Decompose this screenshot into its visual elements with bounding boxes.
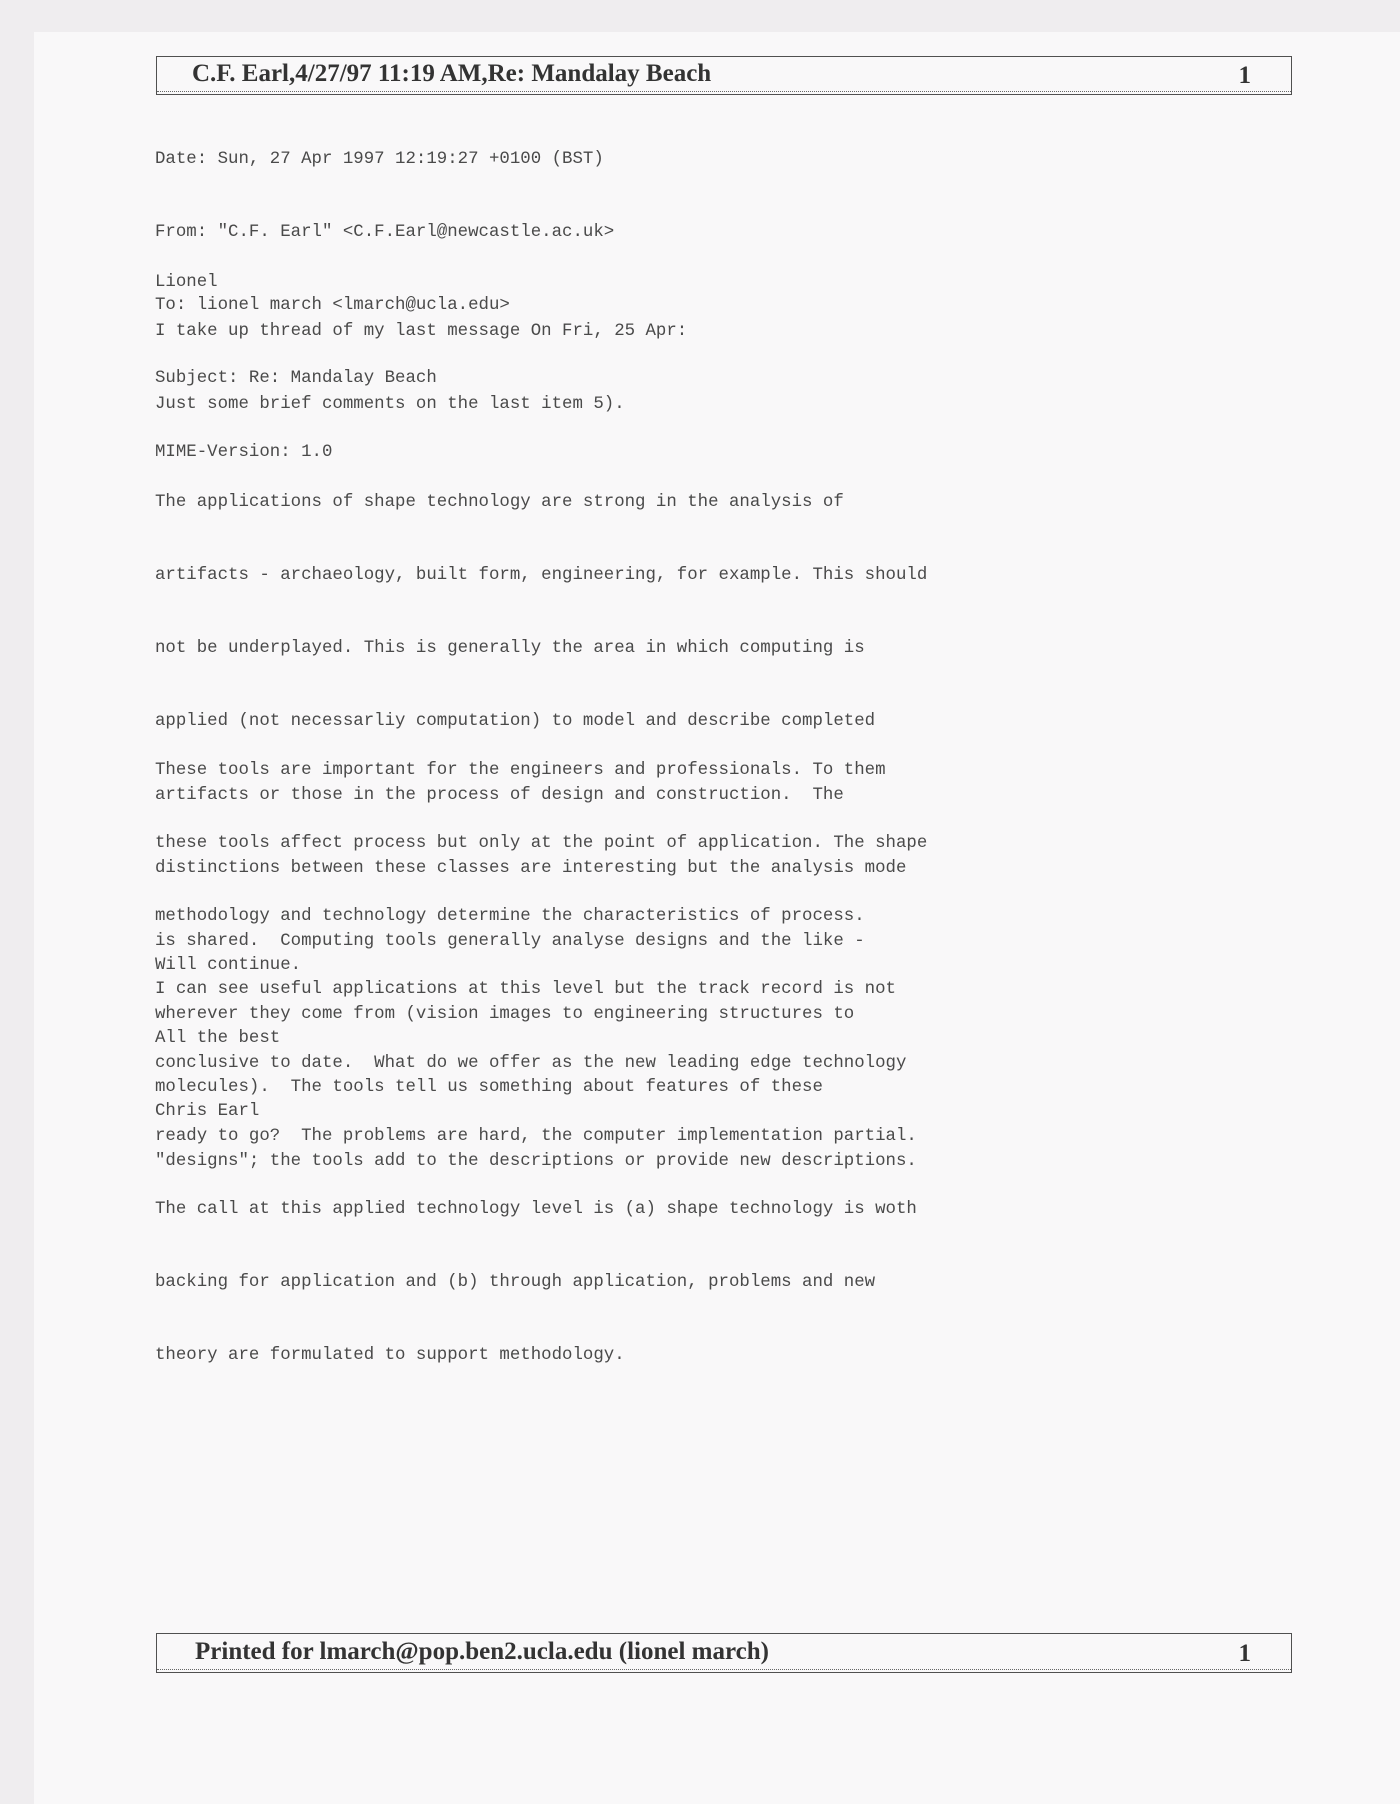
email-header-to: To: lionel march <lmarch@ucla.edu> [155,296,510,316]
paragraph-line: artifacts or those in the process of design and construction. The [155,785,844,805]
print-footer-text: Printed for lmarch@pop.ben2.ucla.edu (lionel march) [195,1638,769,1665]
greeting: Lionel [155,273,218,292]
closing-line: All the best [155,1029,281,1048]
paragraph-line: "designs"; the tools add to the descriptions or provide new descriptions. [155,1151,917,1171]
paragraph-line: these tools affect process but only at the point of application. The shape [155,834,928,854]
intro-line: I take up thread of my last message On Fri, 25 Apr: [155,322,688,341]
print-footer-page-number: 1 [1238,1640,1251,1667]
paragraph-line: applied (not necessarliy computation) to model and describe completed [155,712,876,732]
print-header-title: C.F. Earl,4/27/97 11:19 AM,Re: Mandalay Beach [192,60,712,87]
paragraph-2 [155,710,927,1393]
paragraph-line: distinctions between these classes are interesting but the analysis mode [155,858,907,878]
paragraph-line: backing for application and (b) through application, problems and new [155,1273,876,1293]
email-headers [155,99,614,489]
paragraph-line: These tools are important for the engineers and professionals. To them [155,760,886,780]
paragraph-line: I can see useful applications at this level but the track record is not [155,980,896,1000]
will-continue-line: Will continue. [155,956,302,975]
paragraph-line: methodology and technology determine the characteristics of process. [155,907,865,927]
paragraph-line: molecules). The tools tell us something about features of these [155,1078,823,1098]
email-header-mime: MIME-Version: 1.0 [155,442,333,462]
paragraph-line: conclusive to date. What do we offer as the new leading edge technology [155,1053,907,1073]
paragraph-line: ready to go? The problems are hard, the computer implementation partial. [155,1126,917,1146]
print-footer-bar [156,1633,1292,1673]
paragraph-line: The call at this applied technology level is (a) shape technology is woth [155,1200,917,1220]
paragraph-line: wherever they come from (vision images to engineering structures to [155,1005,855,1025]
email-header-from: From: "C.F. Earl" <C.F.Earl@newcastle.ac.uk> [155,223,615,243]
paragraph-line: theory are formulated to support methodology. [155,1346,625,1366]
paragraph-line: is shared. Computing tools generally analyse designs and the like - [155,932,865,952]
paragraph-line: The applications of shape technology are strong in the analysis of [155,492,844,512]
signature: Chris Earl [155,1102,260,1121]
print-header-bar [156,56,1292,95]
email-header-date: Date: Sun, 27 Apr 1997 12:19:27 +0100 (BST) [155,149,604,169]
paragraph-line: not be underplayed. This is generally the area in which computing is [155,639,865,659]
email-header-subject: Subject: Re: Mandalay Beach [155,369,437,389]
brief-comments-line: Just some brief comments on the last item 5). [155,395,625,414]
paragraph-line: artifacts - archaeology, built form, engineering, for example. This should [155,566,928,586]
print-header-page-number: 1 [1238,62,1251,89]
